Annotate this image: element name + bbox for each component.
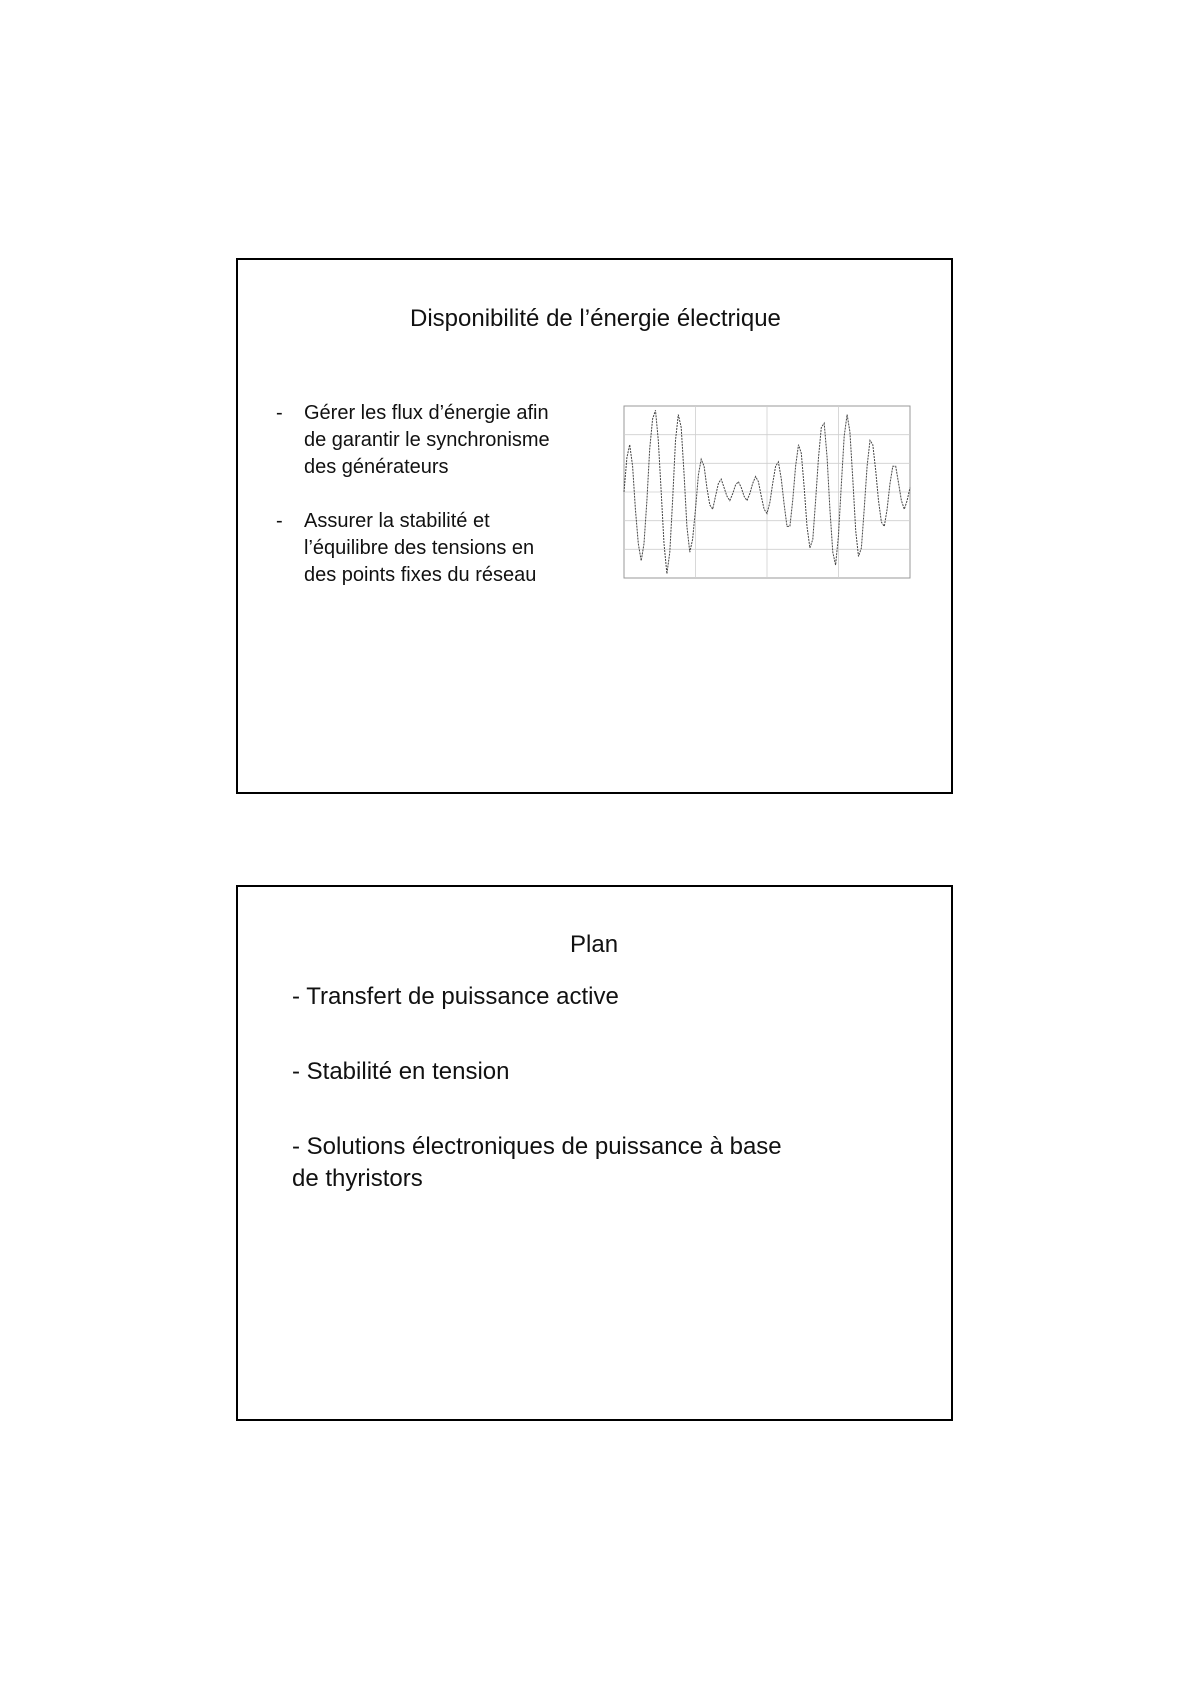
chart-svg bbox=[610, 402, 914, 592]
plan-item: - Stabilité en tension bbox=[292, 1058, 510, 1085]
plan-list bbox=[292, 981, 912, 1238]
bullet-text: Gérer les flux d’énergie afin de garantir le synchronisme des générateurs bbox=[304, 402, 550, 478]
bullet-item bbox=[276, 508, 582, 589]
bullet-marker: - bbox=[276, 510, 283, 532]
slide-energy-availability bbox=[236, 258, 953, 794]
plan-item: - Transfert de puissance active bbox=[292, 983, 619, 1010]
bullet-list bbox=[276, 400, 582, 616]
slide-title: Plan bbox=[570, 931, 619, 958]
oscillation-chart bbox=[610, 402, 914, 592]
plan-item: - Solutions électroniques de puissance à base de thyristors bbox=[292, 1133, 782, 1192]
bullet-marker: - bbox=[276, 402, 283, 424]
slide-plan bbox=[236, 885, 953, 1421]
bullet-text: Assurer la stabilité et l’équilibre des tensions en des points fixes du réseau bbox=[304, 510, 537, 586]
bullet-item bbox=[276, 400, 582, 481]
slide-title: Disponibilité de l’énergie électrique bbox=[410, 305, 781, 332]
